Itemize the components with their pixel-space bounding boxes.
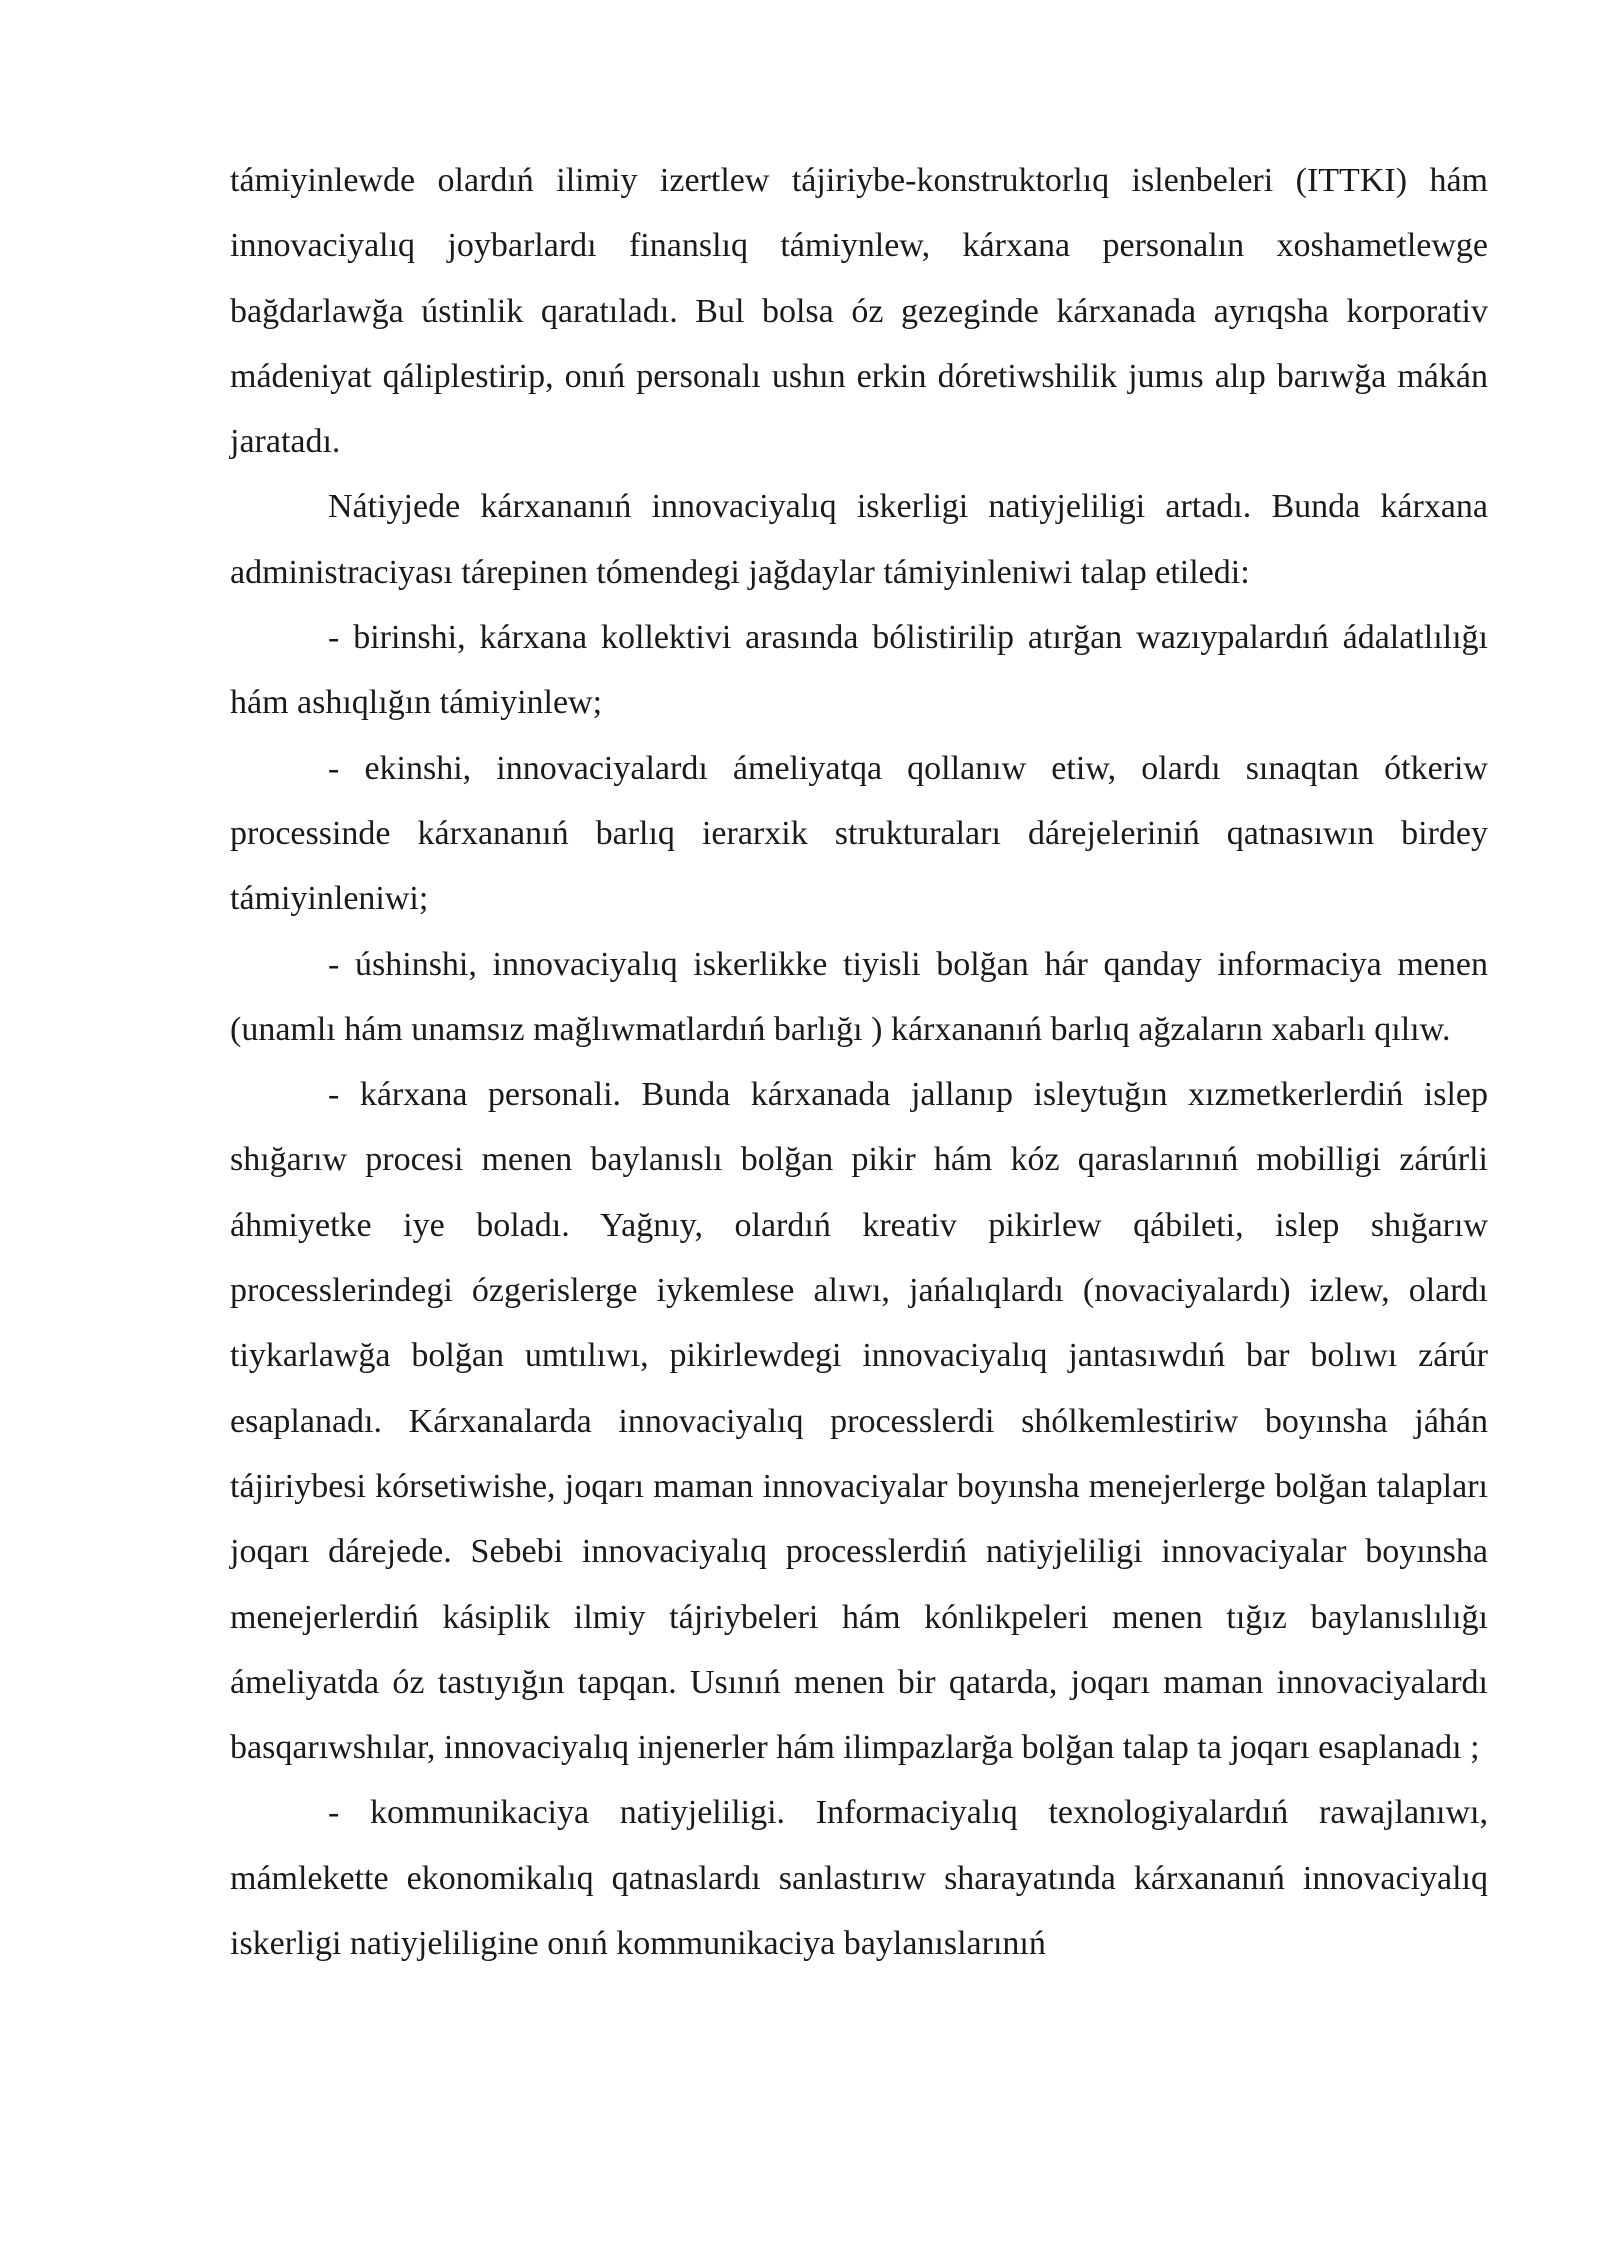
list-item: - úshinshi, innovaciyalıq iskerlikke tiyisli bolğan hár qanday informaciya menen (unamlı hám unamsız mağlıwmatlardıń barlığı ) kárxananıń barlıq ağzaların xabarlı qılıw. <box>230 945 1488 1048</box>
list-item: - kommunikaciya natiyjeliligi. Informaciyalıq texnologiyalardıń rawajlanıwı, mámlekette ekonomikalıq qatnaslardı sanlastırıw sharayatında kárxananıń innovaciyalıq iskerligi natiyjeliligine onıń kommunikaciya baylanıslarınıń <box>230 1794 1488 1963</box>
document-body <box>230 148 1488 1976</box>
paragraph: Nátiyjede kárxananıń innovaciyalıq iskerligi natiyjeliligi artadı. Bunda kárxana administraciyası tárepinen tómendegi jağdaylar támiyinleniwi talap etiledi: <box>230 488 1488 591</box>
list-item: - birinshi, kárxana kollektivi arasında bólistirilip atırğan wazıypalardıń ádalatlılığı hám ashıqlığın támiyinlew; <box>230 619 1488 722</box>
paragraph: támiyinlewde olardıń ilimiy izertlew tájiriybe-konstruktorlıq islenbeleri (ITTKI) hám innovaciyalıq joybarlardı finanslıq támiynlew, kárxana personalın xoshametlewge bağdarlawğa ústinlik qaratıladı. Bul bolsa óz gezeginde kárxanada ayrıqsha korporativ mádeniyat qáliplestirip, onıń personalı ushın erkin dóretiwshilik jumıs alıp barıwğa mákán jaratadı. <box>230 162 1488 461</box>
list-item: - ekinshi, innovaciyalardı ámeliyatqa qollanıw etiw, olardı sınaqtan ótkeriw processinde kárxananıń barlıq ierarxik strukturaları dárejeleriniń qatnasıwın birdey támiyinleniwi; <box>230 749 1488 918</box>
list-item: - kárxana personali. Bunda kárxanada jallanıp isleytuğın xızmetkerlerdiń islep shığarıw procesi menen baylanıslı bolğan pikir hám kóz qaraslarınıń mobilligi zárúrli áhmiyetke iye boladı. Yağnıy, olardıń kreativ pikirlew qábileti, islep shığarıw processlerindegi ózgerislerge iykemlese alıwı, jańalıqlardı (novaciyalardı) izlew, olardı tiykarlawğa bolğan umtılıwı, pikirlewdegi innovaciyalıq jantasıwdıń bar bolıwı zárúr esaplanadı. Kárxanalarda innovaciyalıq processlerdi shólkemlestiriw boyınsha jáhán tájiriybesi kórsetiwishe, joqarı maman innovaciyalar boyınsha menejerlerge bolğan talapları joqarı dárejede. Sebebi innovaciyalıq processlerdiń natiyjeliligi innovaciyalar boyınsha menejerlerdiń kásiplik ilmiy tájriybeleri hám kónlikpeleri menen tığız baylanıslılığı ámeliyatda óz tastıyığın tapqan. Usınıń menen bir qatarda, joqarı maman innovaciyalardı basqarıwshılar, innovaciyalıq injenerler hám ilimpazlarğa bolğan talap ta joqarı esaplanadı ; <box>230 1076 1488 1767</box>
